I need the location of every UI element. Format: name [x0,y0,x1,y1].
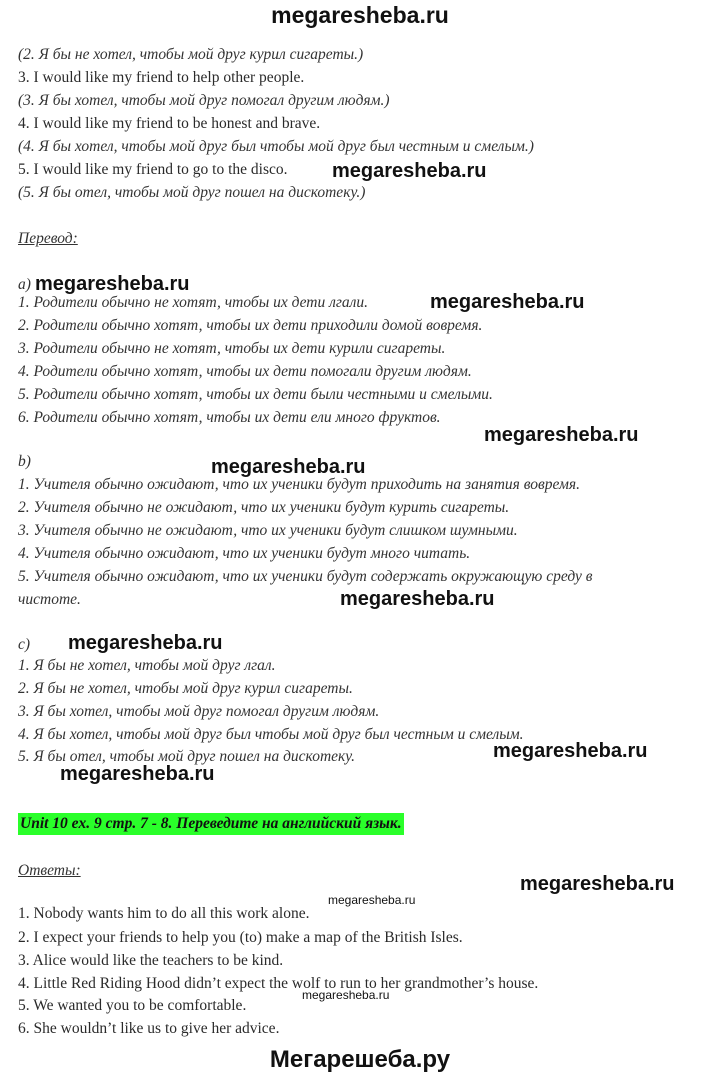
watermark: megaresheba.ru [332,160,487,182]
section-c-line-4: 4. Я бы хотел, чтобы мой друг был чтобы мой друг был честным и смелым. [18,726,524,743]
watermark: megaresheba.ru [484,424,639,446]
site-header: megaresheba.ru [271,2,449,28]
watermark: megaresheba.ru [35,273,190,295]
answer-line-5: 5. We wanted you to be comfortable. [18,997,247,1014]
section-a-line-6: 6. Родители обычно хотят, чтобы их дети ели много фруктов. [18,409,441,426]
section-b-line-5: 5. Учителя обычно ожидают, что их ученики будут содержать окружающую среду в [18,568,593,585]
watermark: megaresheba.ru [493,740,648,762]
answer-line-6: 6. She wouldn’t like us to give her advice. [18,1020,280,1037]
watermark: megaresheba.ru [328,893,416,907]
section-a-line-5: 5. Родители обычно хотят, чтобы их дети были честными и смелыми. [18,386,493,403]
site-footer: Мегарешеба.ру [269,1046,451,1073]
section-a-line-3: 3. Родители обычно не хотят, чтобы их дети курили сигареты. [18,340,446,357]
watermark: megaresheba.ru [340,588,495,610]
top-line-5: (4. Я бы хотел, чтобы мой друг был чтобы мой друг был честным и смелым.) [18,138,534,155]
section-c-line-1: 1. Я бы не хотел, чтобы мой друг лгал. [18,657,276,674]
top-line-2: 3. I would like my friend to help other people. [18,69,305,86]
top-line-7: (5. Я бы отел, чтобы мой друг пошел на дискотеку.) [18,184,366,201]
section-b-line-1: 1. Учителя обычно ожидают, что их ученики будут приходить на занятия вовремя. [18,476,580,493]
top-line-6: 5. I would like my friend to go to the disco. [18,161,288,178]
section-a-line-4: 4. Родители обычно хотят, чтобы их дети помогали другим людям. [18,363,472,380]
translation-heading: Перевод: [18,230,78,247]
answer-line-1: 1. Nobody wants him to do all this work alone. [18,905,310,922]
section-b-line-2: 2. Учителя обычно не ожидают, что их ученики будут курить сигареты. [18,499,510,516]
section-b-label: b) [18,453,31,470]
section-c-line-5: 5. Я бы отел, чтобы мой друг пошел на дискотеку. [18,748,356,765]
watermark: megaresheba.ru [60,763,215,785]
section-b-line-4: 4. Учителя обычно ожидают, что их ученики будут много читать. [18,545,471,562]
section-a-line-2: 2. Родители обычно хотят, чтобы их дети приходили домой вовремя. [18,317,483,334]
top-line-4: 4. I would like my friend to be honest and brave. [18,115,321,132]
section-a-label: a) [18,276,31,293]
section-c-line-2: 2. Я бы не хотел, чтобы мой друг курил сигареты. [18,680,353,697]
section-c-line-3: 3. Я бы хотел, чтобы мой друг помогал другим людям. [18,703,380,720]
top-line-3: (3. Я бы хотел, чтобы мой друг помогал другим людям.) [18,92,390,109]
top-line-1: (2. Я бы не хотел, чтобы мой друг курил сигареты.) [18,46,364,63]
watermark: megaresheba.ru [68,632,223,654]
section-b-line-3: 3. Учителя обычно не ожидают, что их ученики будут слишком шумными. [18,522,518,539]
section-a-line-1: 1. Родители обычно не хотят, чтобы их дети лгали. [18,294,369,311]
watermark: megaresheba.ru [520,873,675,895]
watermark: megaresheba.ru [211,456,366,478]
section-c-label: c) [18,636,31,653]
answer-line-2: 2. I expect your friends to help you (to) make a map of the British Isles. [18,929,463,946]
section-b-line-6: чистоте. [18,591,81,608]
answer-line-3: 3. Alice would like the teachers to be kind. [18,952,284,969]
watermark: megaresheba.ru [430,291,585,313]
watermark: megaresheba.ru [302,988,390,1002]
exercise-banner: Unit 10 ex. 9 стр. 7 - 8. Переведите на английский язык. [18,813,404,835]
answers-heading: Ответы: [18,862,81,879]
answer-line-4: 4. Little Red Riding Hood didn’t expect the wolf to run to her grandmother’s house. [18,975,539,992]
